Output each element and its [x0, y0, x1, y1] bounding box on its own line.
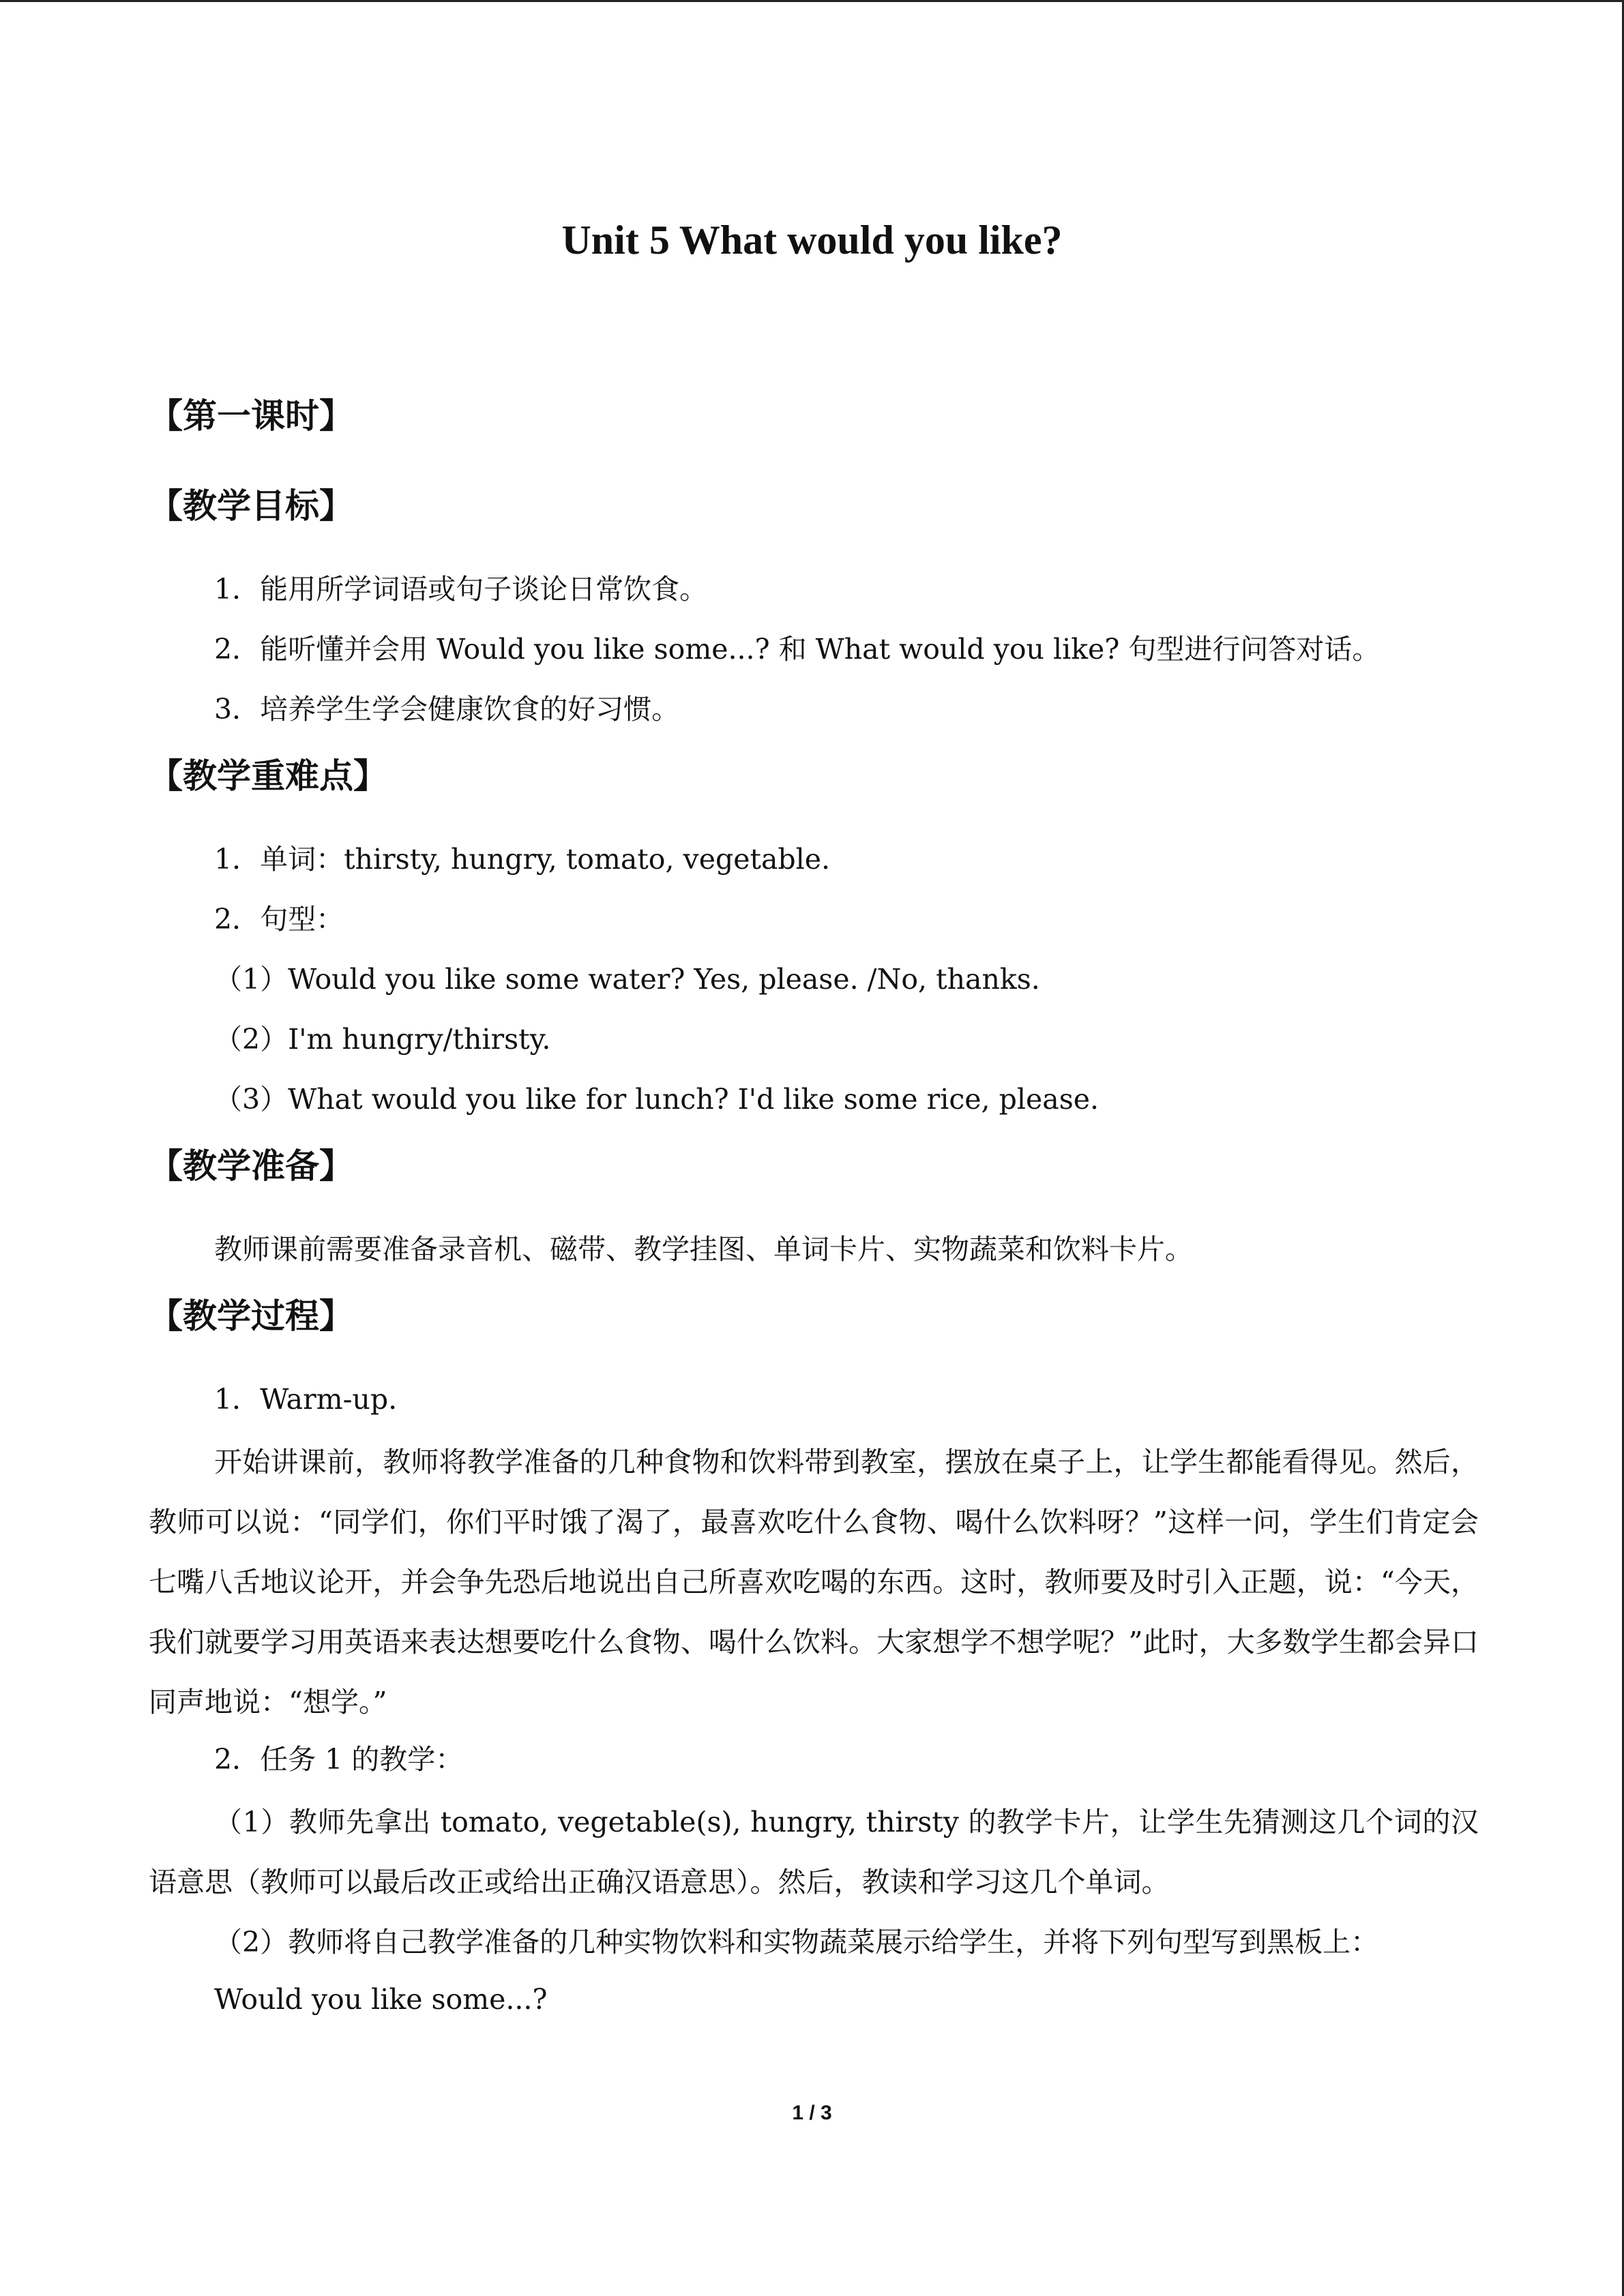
- document-body: [149, 382, 1479, 2032]
- process-paragraph: 开始讲课前，教师将教学准备的几种食物和饮料带到教室，摆放在桌子上，让学生都能看得见。然后，教师可以说：“同学们，你们平时饿了渴了，最喜欢吃什么食物、喝什么饮料呀？”这样一问，学生们肯定会七嘴八舌地议论开，并会争先恐后地说出自己所喜欢吃喝的东西。这时，教师要及时引入正题，说：“今天，我们就要学习用英语来表达想要吃什么食物、喝什么饮料。大家想学不想学呢？”此时，大多数学生都会异口同声地说：“想学。”: [149, 1446, 1479, 1718]
- lesson-heading: 【第一课时】: [149, 396, 353, 436]
- process-step: 2．任务 1 的教学：: [214, 1743, 464, 1776]
- goal-item: 1．能用所学词语或句子谈论日常饮食。: [214, 573, 708, 606]
- key-point-item: （1）Would you like some water? Yes, please. /No, thanks.: [214, 963, 1040, 996]
- goal-item: 2．能听懂并会用 Would you like some...? 和 What would you like? 句型进行问答对话。: [214, 633, 1381, 666]
- page-number: 1 / 3: [792, 2102, 832, 2124]
- key-point-item: 2．句型：: [214, 903, 344, 936]
- process-paragraph: （2）教师将自己教学准备的几种实物饮料和实物蔬菜展示给学生，并将下列句型写到黑板上：: [214, 1926, 1379, 1958]
- document-title: Unit 5 What would you like?: [561, 218, 1063, 263]
- key-point-item: 1．单词：thirsty, hungry, tomato, vegetable.: [214, 843, 831, 876]
- goals-heading: 【教学目标】: [149, 486, 353, 526]
- process-paragraph: （1）教师先拿出 tomato, vegetable(s), hungry, thirsty 的教学卡片，让学生先猜测这几个词的汉语意思（教师可以最后改正或给出正确汉语意思）。然后，教读和学习这几个单词。: [149, 1806, 1479, 1898]
- prep-text: 教师课前需要准备录音机、磁带、教学挂图、单词卡片、实物蔬菜和饮料卡片。: [214, 1233, 1193, 1266]
- key-point-item: （3）What would you like for lunch? I'd like some rice, please.: [214, 1083, 1099, 1116]
- process-heading: 【教学过程】: [149, 1296, 353, 1336]
- page-border-top: [0, 0, 1624, 2]
- key-points-heading: 【教学重难点】: [149, 756, 387, 796]
- process-step: 1．Warm-up.: [214, 1383, 398, 1416]
- goal-item: 3．培养学生学会健康饮食的好习惯。: [214, 693, 680, 726]
- key-point-item: （2）I'm hungry/thirsty.: [214, 1023, 551, 1056]
- prep-heading: 【教学准备】: [149, 1146, 353, 1186]
- process-sentence: Would you like some...?: [214, 1983, 548, 2016]
